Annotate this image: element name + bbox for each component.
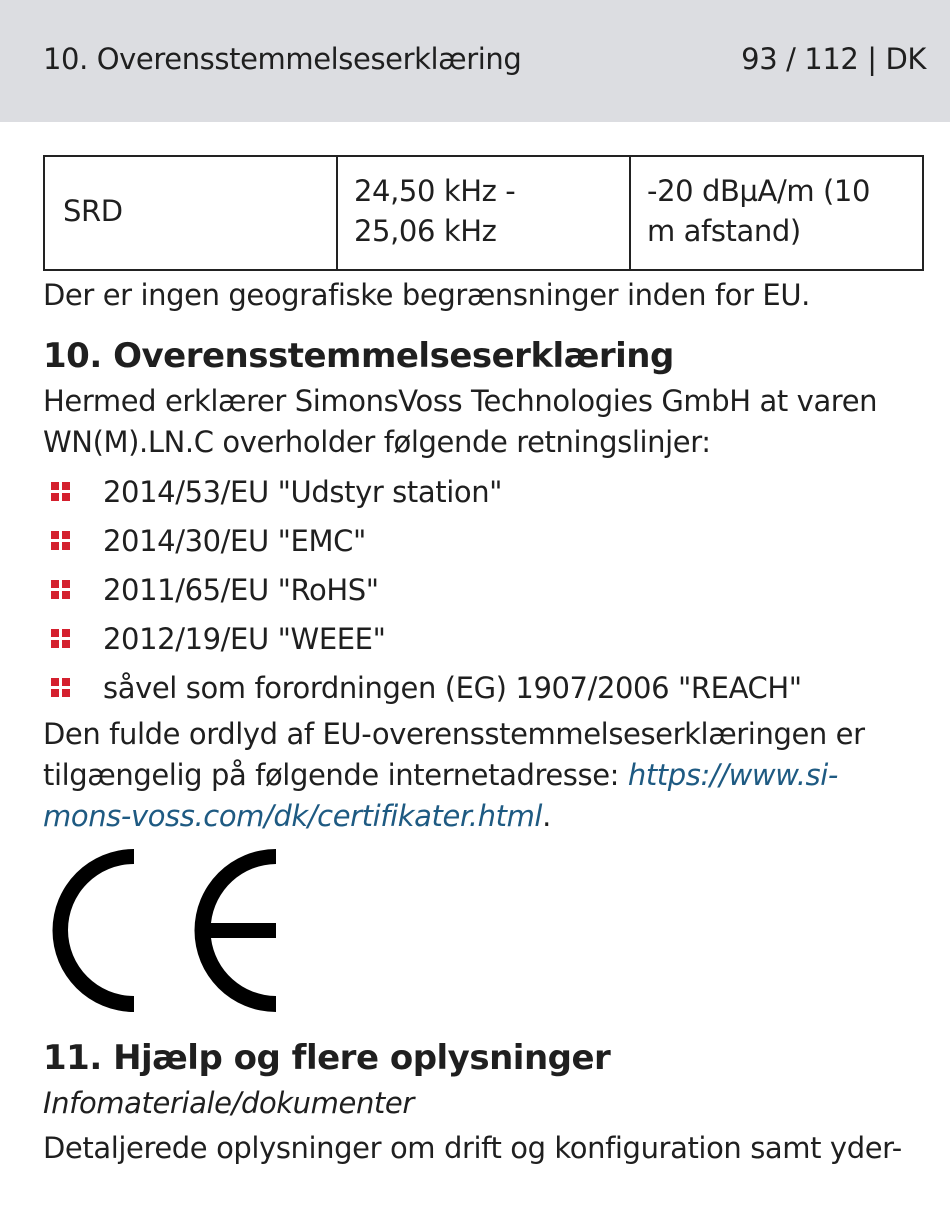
list-item: 2014/53/EU "Udstyr station" xyxy=(43,467,924,516)
ce-mark-icon xyxy=(43,847,279,1015)
bullet-icon xyxy=(51,482,71,502)
section-10-heading: 10. Overensstemmelseserklæring xyxy=(43,336,674,376)
section-11-detail: Detaljerede oplysninger om drift og konfiguration samt yder- xyxy=(43,1131,902,1165)
bullet-icon xyxy=(51,531,71,551)
list-item: 2011/65/EU "RoHS" xyxy=(43,565,924,614)
geo-note: Der er ingen geografiske begrænsninger inden for EU. xyxy=(43,278,810,312)
table-row xyxy=(44,156,923,270)
bullet-icon xyxy=(51,580,71,600)
list-item: såvel som forordningen (EG) 1907/2006 "REACH" xyxy=(43,663,924,712)
section-11-heading: 11. Hjælp og flere oplysninger xyxy=(43,1038,611,1078)
header-title: 10. Overensstemmelseserklæring xyxy=(43,42,522,76)
list-item: 2014/30/EU "EMC" xyxy=(43,516,924,565)
section-11-subtitle: Infomateriale/dokumenter xyxy=(43,1086,414,1120)
page-content xyxy=(0,155,950,1169)
page-number: 93 / 112 | DK xyxy=(741,42,926,76)
certificates-link[interactable]: https://www.si-mons-voss.com/dk/certifikater.html xyxy=(43,758,838,833)
cell-type: SRD xyxy=(44,156,337,270)
declaration-intro: Hermed erklærer SimonsVoss Technologies GmbH at varen WN(M).LN.C overholder følgende retningslinjer: xyxy=(43,384,878,459)
fulltext-paragraph: Den fulde ordlyd af EU-overensstemmelseserklæringen er tilgængelig på følgende internetadresse: https://www.si-mons-voss.com/dk/certifikater.html. xyxy=(43,717,865,833)
bullet-icon xyxy=(51,678,71,698)
list-item: 2012/19/EU "WEEE" xyxy=(43,614,924,663)
cell-frequency: 24,50 kHz - 25,06 kHz xyxy=(337,156,630,270)
bullet-icon xyxy=(51,629,71,649)
page-header xyxy=(0,0,950,122)
cell-power: -20 dBµA/m (10 m afstand) xyxy=(630,156,923,270)
frequency-table xyxy=(43,155,924,271)
directive-list xyxy=(43,467,924,712)
